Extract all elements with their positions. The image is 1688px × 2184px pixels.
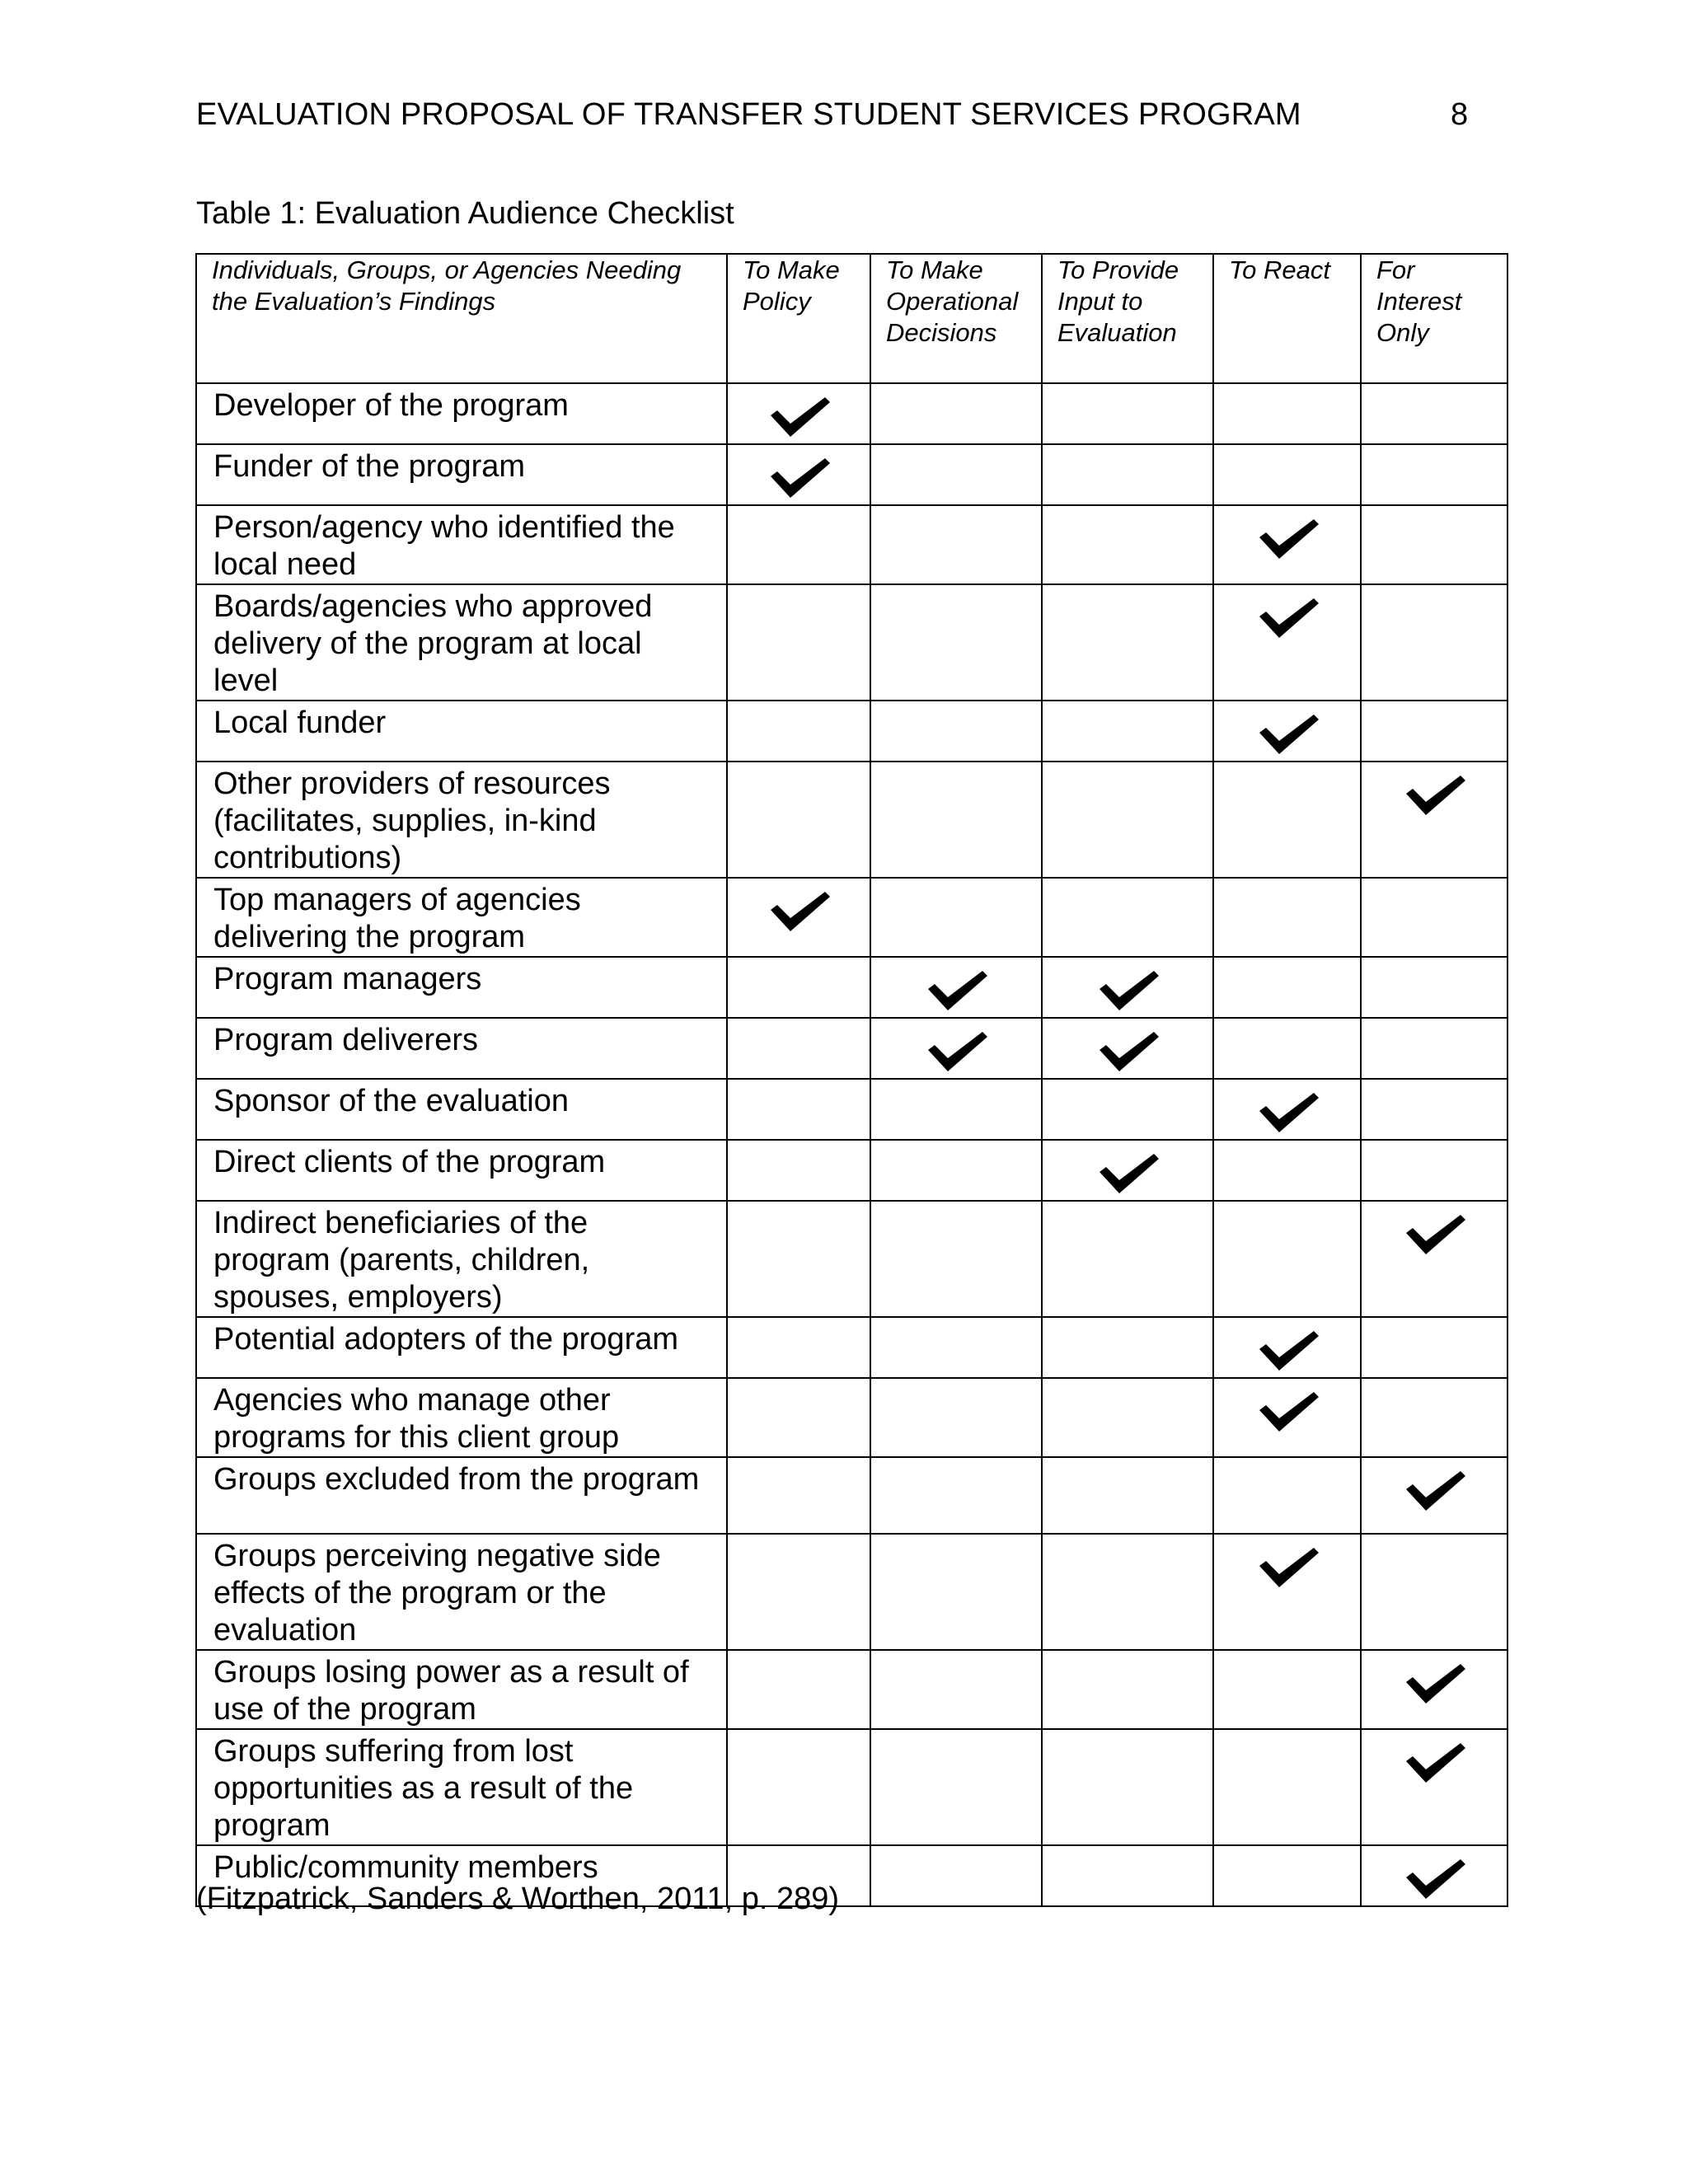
check-cell <box>870 1378 1042 1457</box>
row-label: Funder of the program <box>196 444 727 505</box>
check-cell <box>870 1457 1042 1534</box>
checkmark-icon <box>1403 1657 1469 1707</box>
check-cell <box>1213 1729 1361 1845</box>
running-header: EVALUATION PROPOSAL OF TRANSFER STUDENT SERVICES PROGRAM <box>196 97 1301 132</box>
checkmark-icon <box>1256 708 1322 757</box>
check-cell <box>727 383 870 444</box>
row-label: Local funder <box>196 701 727 762</box>
check-cell <box>870 505 1042 584</box>
check-cell <box>1042 505 1213 584</box>
checkmark-icon <box>925 964 991 1014</box>
check-cell <box>1213 1317 1361 1378</box>
table-row <box>196 1457 1507 1534</box>
check-cell <box>1361 1729 1507 1845</box>
check-cell <box>1361 383 1507 444</box>
check-cell <box>1361 1457 1507 1534</box>
check-cell <box>1361 1650 1507 1729</box>
checkmark-icon <box>1403 1853 1469 1902</box>
check-cell <box>1361 584 1507 701</box>
check-cell <box>870 1317 1042 1378</box>
table-row <box>196 383 1507 444</box>
check-cell <box>1042 1317 1213 1378</box>
check-cell <box>870 878 1042 957</box>
check-cell <box>727 1140 870 1201</box>
check-cell <box>1361 505 1507 584</box>
check-cell <box>1042 1018 1213 1079</box>
check-cell <box>1042 1457 1213 1534</box>
row-label: Program deliverers <box>196 1018 727 1079</box>
check-cell <box>1213 383 1361 444</box>
check-cell <box>727 957 870 1018</box>
check-cell <box>870 1534 1042 1650</box>
row-label: Public/community members <box>196 1845 727 1906</box>
checkmark-icon <box>767 885 833 935</box>
checkmark-icon <box>925 1025 991 1075</box>
check-cell <box>1213 505 1361 584</box>
table-row <box>196 1018 1507 1079</box>
table-row <box>196 1317 1507 1378</box>
check-cell <box>727 1201 870 1317</box>
table-row <box>196 1079 1507 1140</box>
check-cell <box>727 701 870 762</box>
check-cell <box>727 1378 870 1457</box>
row-label: Agencies who manage other programs for this client group <box>196 1378 727 1457</box>
check-cell <box>1361 1378 1507 1457</box>
check-cell <box>727 444 870 505</box>
check-cell <box>870 444 1042 505</box>
row-label: Top managers of agencies delivering the program <box>196 878 727 957</box>
check-cell <box>727 1534 870 1650</box>
check-cell <box>1361 1317 1507 1378</box>
row-label: Sponsor of the evaluation <box>196 1079 727 1140</box>
check-cell <box>1213 1845 1361 1906</box>
check-cell <box>1213 584 1361 701</box>
table-caption: Table 1: Evaluation Audience Checklist <box>196 196 734 231</box>
check-cell <box>1042 584 1213 701</box>
check-cell <box>1361 701 1507 762</box>
check-cell <box>1213 878 1361 957</box>
check-cell <box>870 701 1042 762</box>
checkmark-icon <box>1256 1324 1322 1374</box>
table-row <box>196 1729 1507 1845</box>
audience-checklist-table <box>195 253 1508 1907</box>
check-cell <box>1213 1534 1361 1650</box>
checkmark-icon <box>767 391 833 440</box>
check-cell <box>1042 1201 1213 1317</box>
table-row <box>196 878 1507 957</box>
page-number: 8 <box>1451 97 1469 132</box>
checkmark-icon <box>1096 1025 1162 1075</box>
check-cell <box>1213 1378 1361 1457</box>
check-cell <box>1042 1378 1213 1457</box>
row-label: Other providers of resources (facilitates, supplies, in-kind contributions) <box>196 762 727 878</box>
check-cell <box>1042 1140 1213 1201</box>
table-row <box>196 444 1507 505</box>
check-cell <box>1042 444 1213 505</box>
check-cell <box>870 1201 1042 1317</box>
check-cell <box>1213 1079 1361 1140</box>
check-cell <box>1213 1457 1361 1534</box>
check-cell <box>1042 957 1213 1018</box>
row-label: Groups losing power as a result of use of the program <box>196 1650 727 1729</box>
column-header-interest-only: For Interest Only <box>1361 254 1507 383</box>
row-label: Groups excluded from the program <box>196 1457 727 1534</box>
table-row <box>196 584 1507 701</box>
check-cell <box>1042 762 1213 878</box>
check-cell <box>870 1140 1042 1201</box>
table-row <box>196 1201 1507 1317</box>
checkmark-icon <box>767 452 833 501</box>
check-cell <box>727 878 870 957</box>
column-header-operational-decisions: To Make Operational Decisions <box>870 254 1042 383</box>
check-cell <box>870 957 1042 1018</box>
check-cell <box>1213 1018 1361 1079</box>
check-cell <box>1213 957 1361 1018</box>
checkmark-icon <box>1256 592 1322 641</box>
checkmark-icon <box>1096 964 1162 1014</box>
check-cell <box>1042 701 1213 762</box>
check-cell <box>1213 444 1361 505</box>
table-row <box>196 505 1507 584</box>
check-cell <box>870 1845 1042 1906</box>
check-cell <box>727 1018 870 1079</box>
table-row <box>196 1140 1507 1201</box>
checkmark-icon <box>1403 769 1469 818</box>
check-cell <box>1361 957 1507 1018</box>
check-cell <box>1213 1140 1361 1201</box>
checkmark-icon <box>1256 513 1322 562</box>
checkmark-icon <box>1403 1465 1469 1514</box>
table-body <box>196 383 1507 1906</box>
check-cell <box>1361 1845 1507 1906</box>
row-label: Potential adopters of the program <box>196 1317 727 1378</box>
check-cell <box>1361 1201 1507 1317</box>
table-row <box>196 1650 1507 1729</box>
table-row <box>196 762 1507 878</box>
check-cell <box>1213 1650 1361 1729</box>
check-cell <box>727 1729 870 1845</box>
check-cell <box>727 1457 870 1534</box>
row-label: Person/agency who identified the local need <box>196 505 727 584</box>
check-cell <box>870 1650 1042 1729</box>
check-cell <box>1213 701 1361 762</box>
check-cell <box>870 1729 1042 1845</box>
table-row <box>196 957 1507 1018</box>
check-cell <box>1042 1534 1213 1650</box>
check-cell <box>870 1018 1042 1079</box>
check-cell <box>1361 444 1507 505</box>
checkmark-icon <box>1256 1086 1322 1136</box>
check-cell <box>1042 1845 1213 1906</box>
row-label: Groups suffering from lost opportunities as a result of the program <box>196 1729 727 1845</box>
column-header-make-policy: To Make Policy <box>727 254 870 383</box>
check-cell <box>727 1317 870 1378</box>
check-cell <box>1042 1650 1213 1729</box>
check-cell <box>1042 383 1213 444</box>
table-row <box>196 1534 1507 1650</box>
check-cell <box>727 505 870 584</box>
row-label: Boards/agencies who approved delivery of the program at local level <box>196 584 727 701</box>
check-cell <box>1361 762 1507 878</box>
checkmark-icon <box>1096 1147 1162 1197</box>
check-cell <box>1361 1140 1507 1201</box>
check-cell <box>1042 1729 1213 1845</box>
check-cell <box>1361 1079 1507 1140</box>
check-cell <box>1042 878 1213 957</box>
check-cell <box>1361 878 1507 957</box>
row-label: Developer of the program <box>196 383 727 444</box>
row-label: Groups perceiving negative side effects of the program or the evaluation <box>196 1534 727 1650</box>
check-cell <box>870 1079 1042 1140</box>
check-cell <box>870 762 1042 878</box>
check-cell <box>727 1079 870 1140</box>
check-cell <box>727 762 870 878</box>
check-cell <box>1213 762 1361 878</box>
table-row <box>196 1378 1507 1457</box>
check-cell <box>1361 1534 1507 1650</box>
check-cell <box>1042 1079 1213 1140</box>
table-header-row <box>196 254 1507 383</box>
check-cell <box>727 1650 870 1729</box>
column-header-provide-input: To Provide Input to Evaluation <box>1042 254 1213 383</box>
row-label: Indirect beneficiaries of the program (parents, children, spouses, employers) <box>196 1201 727 1317</box>
check-cell <box>727 584 870 701</box>
column-header-audience: Individuals, Groups, or Agencies Needing the Evaluation’s Findings <box>196 254 727 383</box>
checkmark-icon <box>1403 1736 1469 1786</box>
table-row <box>196 701 1507 762</box>
check-cell <box>870 584 1042 701</box>
column-header-react: To React <box>1213 254 1361 383</box>
check-cell <box>870 383 1042 444</box>
row-label: Program managers <box>196 957 727 1018</box>
check-cell <box>1361 1018 1507 1079</box>
checkmark-icon <box>1256 1385 1322 1435</box>
checkmark-icon <box>1256 1541 1322 1591</box>
checkmark-icon <box>1403 1208 1469 1258</box>
row-label: Direct clients of the program <box>196 1140 727 1201</box>
check-cell <box>1213 1201 1361 1317</box>
source-citation: (Fitzpatrick, Sanders & Worthen, 2011, p. 289) <box>196 1882 840 1916</box>
